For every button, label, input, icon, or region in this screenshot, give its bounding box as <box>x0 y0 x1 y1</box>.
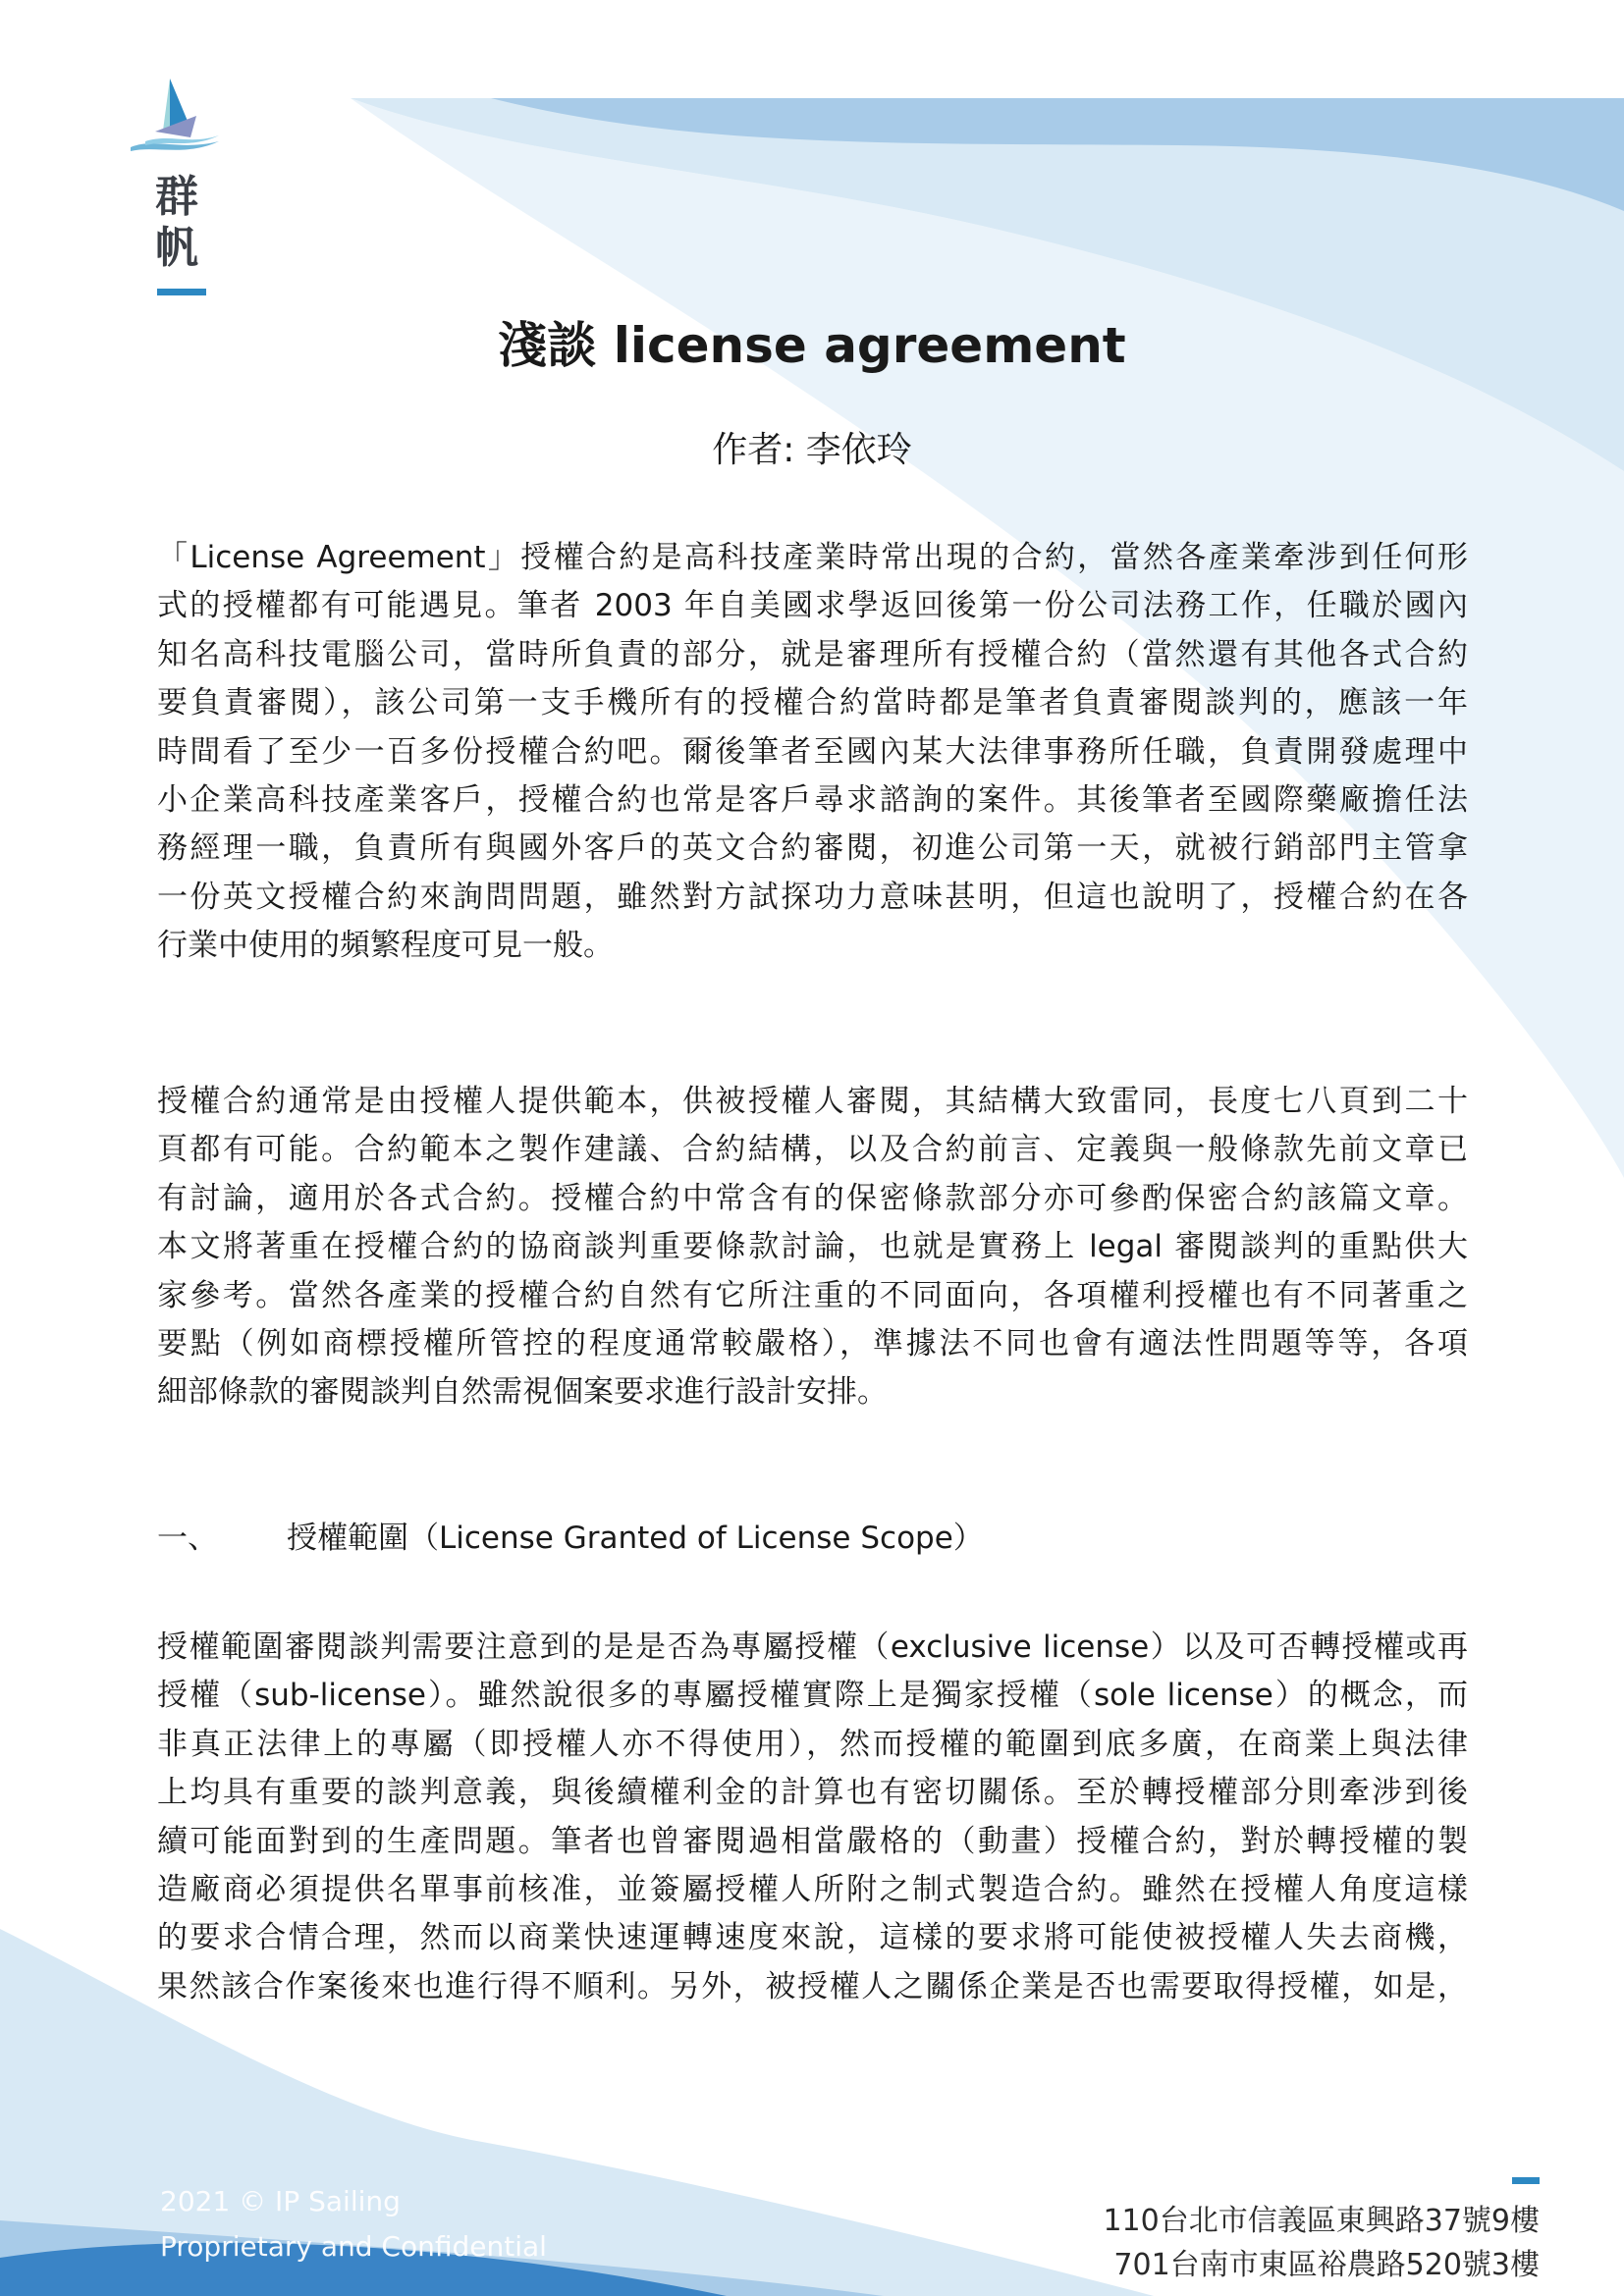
text-line: 時間看了至少一百多份授權合約吧。爾後筆者至國內某大法律事務所任職，負責開發處理中 <box>157 733 1468 770</box>
logo-char: 群 <box>155 172 198 222</box>
text-line: 小企業高科技產業客戶，授權合約也常是客戶尋求諮詢的案件。其後筆者至國際藥廠擔任法 <box>157 781 1468 818</box>
text-line: 一份英文授權合約來詢問問題，雖然對方試探功力意味甚明，但這也說明了，授權合約在各 <box>157 879 1468 915</box>
paragraph-1 <box>157 534 1468 971</box>
footer-divider <box>1512 2177 1540 2184</box>
section-heading <box>157 1514 984 1563</box>
text-line: 非真正法律上的專屬（即授權人亦不得使用），然而授權的範圍到底多廣，在商業上與法律 <box>157 1726 1468 1762</box>
logo-divider <box>157 289 206 295</box>
logo-char: 帆 <box>155 223 198 273</box>
text-line: 行業中使用的頻繁程度可見一般。 <box>157 928 614 964</box>
address-taipei: 110台北市信義區東興路37號9樓 <box>1103 2204 1540 2238</box>
sailboat-logo-icon <box>126 77 234 155</box>
text-line: 要負責審閱），該公司第一支手機所有的授權合約當時都是筆者負責審閱談判的，應該一年 <box>157 685 1468 721</box>
text-line: 授權合約通常是由授權人提供範本，供被授權人審閱，其結構大致雷同，長度七八頁到二十 <box>157 1084 1468 1119</box>
document-title: 淺談 license agreement <box>498 317 1126 374</box>
author-line: 作者: 李依玲 <box>712 430 912 470</box>
text-line: 的要求合情合理，然而以商業快速運轉速度來說，這樣的要求將可能使被授權人失去商機， <box>157 1920 1468 1956</box>
confidential-text: Proprietary and Confidential <box>160 2230 547 2263</box>
text-line: 式的授權都有可能遇見。筆者 2003 年自美國求學返回後第一份公司法務工作，任職於國內 <box>157 588 1468 624</box>
text-line: 務經理一職，負責所有與國外客戶的英文合約審閱，初進公司第一天，就被行銷部門主管拿 <box>157 830 1468 867</box>
address-tainan: 701台南市東區裕農路520號3樓 <box>1113 2248 1540 2282</box>
text-line: 本文將著重在授權合約的協商談判重要條款討論，也就是實務上 legal 審閱談判的重點供大 <box>157 1229 1468 1265</box>
text-line: 續可能面對到的生產問題。筆者也曾審閱過相當嚴格的（動畫）授權合約，對於轉授權的製 <box>157 1823 1468 1859</box>
text-line: 知名高科技電腦公司，當時所負責的部分，就是審理所有授權合約（當然還有其他各式合約 <box>157 636 1468 672</box>
text-line: 有討論，適用於各式合約。授權合約中常含有的保密條款部分亦可參酌保密合約該篇文章。 <box>157 1180 1468 1216</box>
text-line: 造廠商必須提供名單事前核准，並簽屬授權人所附之制式製造合約。雖然在授權人角度這樣 <box>157 1871 1468 1907</box>
text-line: 頁都有可能。合約範本之製作建議、合約結構，以及合約前言、定義與一般條款先前文章已 <box>157 1132 1468 1168</box>
paragraph-2 <box>157 1078 1468 1417</box>
copyright-text: 2021 © IP Sailing <box>160 2185 401 2217</box>
text-line: 要點（例如商標授權所管控的程度通常較嚴格），準據法不同也會有適法性問題等等，各項 <box>157 1325 1468 1362</box>
paragraph-3 <box>157 1624 1468 2011</box>
section-number: 一、 <box>157 1521 218 1556</box>
text-line: 細部條款的審閱談判自然需視個案要求進行設計安排。 <box>157 1374 888 1411</box>
text-line: 授權（sub-license）。雖然說很多的專屬授權實際上是獨家授權（sole license）的概念，而 <box>157 1678 1468 1714</box>
footer-addresses <box>1103 2199 1540 2287</box>
text-line: 家參考。當然各產業的授權合約自然有它所注重的不同面向，各項權利授權也有不同著重之 <box>157 1277 1468 1313</box>
footer-left <box>160 2179 547 2269</box>
text-line: 上均具有重要的談判意義，與後續權利金的計算也有密切關係。至於轉授權部分則牽涉到後 <box>157 1775 1468 1811</box>
text-line: 「License Agreement」授權合約是高科技產業時常出現的合約，當然各產業牽涉到任何形 <box>157 540 1468 575</box>
text-line: 授權範圍審閱談判需要注意到的是是否為專屬授權（exclusive license）以及可否轉授權或再 <box>157 1629 1468 1665</box>
text-line: 果然該合作案後來也進行得不順利。另外，被授權人之關係企業是否也需要取得授權，如是， <box>157 1968 1468 2004</box>
section-title: 授權範圍（License Granted of License Scope） <box>287 1521 984 1556</box>
